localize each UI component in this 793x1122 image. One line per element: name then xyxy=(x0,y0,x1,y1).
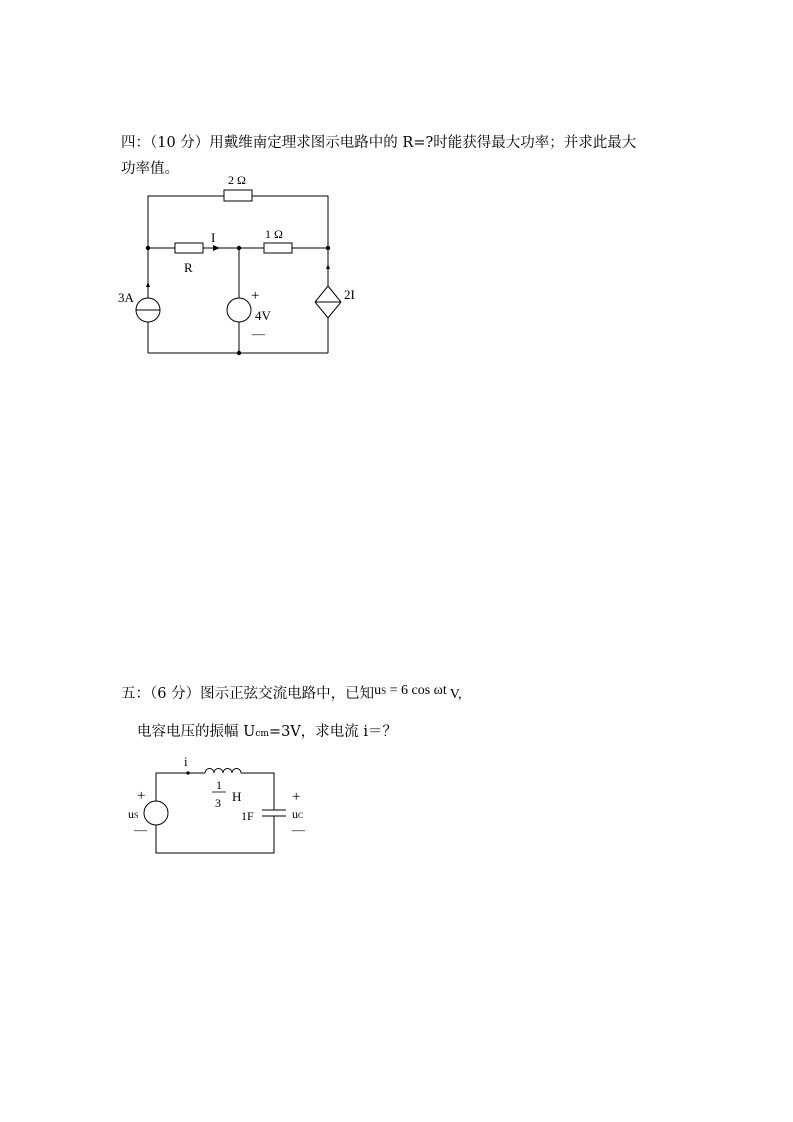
q5-label-1F: 1F xyxy=(241,809,254,823)
q4-resistor-1ohm xyxy=(264,243,292,253)
q4-label-I: I xyxy=(211,230,216,245)
q5-label-src-minus: — xyxy=(134,822,147,837)
q5-label-frac-num: 1 xyxy=(216,778,222,792)
q5-line1-prefix: 五：（6 分）图示正弦交流电路中，已知 xyxy=(121,686,375,702)
q5-label-cap-minus: — xyxy=(292,822,305,837)
q4-node-left xyxy=(146,246,150,250)
q5-top-wire-right xyxy=(241,773,274,810)
q5-ucm-sub: cm xyxy=(255,729,269,739)
q5-us: u xyxy=(374,683,382,698)
q5-label-cap-plus: + xyxy=(292,789,301,805)
q4-node-mid xyxy=(237,246,241,250)
q5-unit: V, xyxy=(449,687,462,702)
q5-label-i: i xyxy=(184,754,188,769)
q4-left-arrow xyxy=(146,282,150,287)
q4-top-wire-right xyxy=(252,196,328,248)
q4-right-arrow xyxy=(326,264,330,269)
q5-us-sub: S xyxy=(381,686,387,696)
q5-right-wire-bottom xyxy=(156,816,274,853)
q5-label-uc: uC xyxy=(292,807,304,821)
q4-node-right xyxy=(326,246,330,250)
q5-equation: = 6 cos ωt xyxy=(389,683,447,698)
q4-resistor-R xyxy=(175,243,203,253)
q4-line2: 功率值。 xyxy=(121,161,179,177)
q5-label-H: H xyxy=(232,789,242,804)
q4-resistor-2ohm xyxy=(224,190,252,201)
q4-line1: 四：（10 分）用戴维南定理求图示电路中的 R=?时能获得最大功率；并求此最大 xyxy=(121,135,637,151)
q4-label-1ohm: 1 Ω xyxy=(265,227,283,241)
q4-current-arrow xyxy=(213,245,220,251)
q4-label-2ohm: 2 Ω xyxy=(228,173,246,187)
q4-label-3A: 3A xyxy=(118,290,134,305)
q5-line2-suffix: =3V，求电流 i＝？ xyxy=(268,724,398,740)
q4-label-minus: — xyxy=(252,326,265,341)
q4-circuit xyxy=(136,190,341,353)
q5-voltage-source xyxy=(144,801,168,825)
q4-label-2I: 2I xyxy=(344,287,355,302)
q5-label-us: uS xyxy=(128,807,139,821)
q4-node-bottom xyxy=(237,351,241,355)
q4-label-R: R xyxy=(184,260,193,275)
q5-line2-prefix: 电容电压的振幅 U xyxy=(137,724,256,740)
q5-current-node xyxy=(186,771,189,774)
q5-label-src-plus: + xyxy=(137,788,146,804)
q4-label-plus: + xyxy=(251,288,260,304)
q5-circuit xyxy=(144,769,286,853)
q4-voltage-source xyxy=(227,298,251,322)
q5-inductor xyxy=(205,769,241,773)
q4-label-4V: 4V xyxy=(255,308,271,323)
q5-label-frac-den: 3 xyxy=(215,796,221,810)
